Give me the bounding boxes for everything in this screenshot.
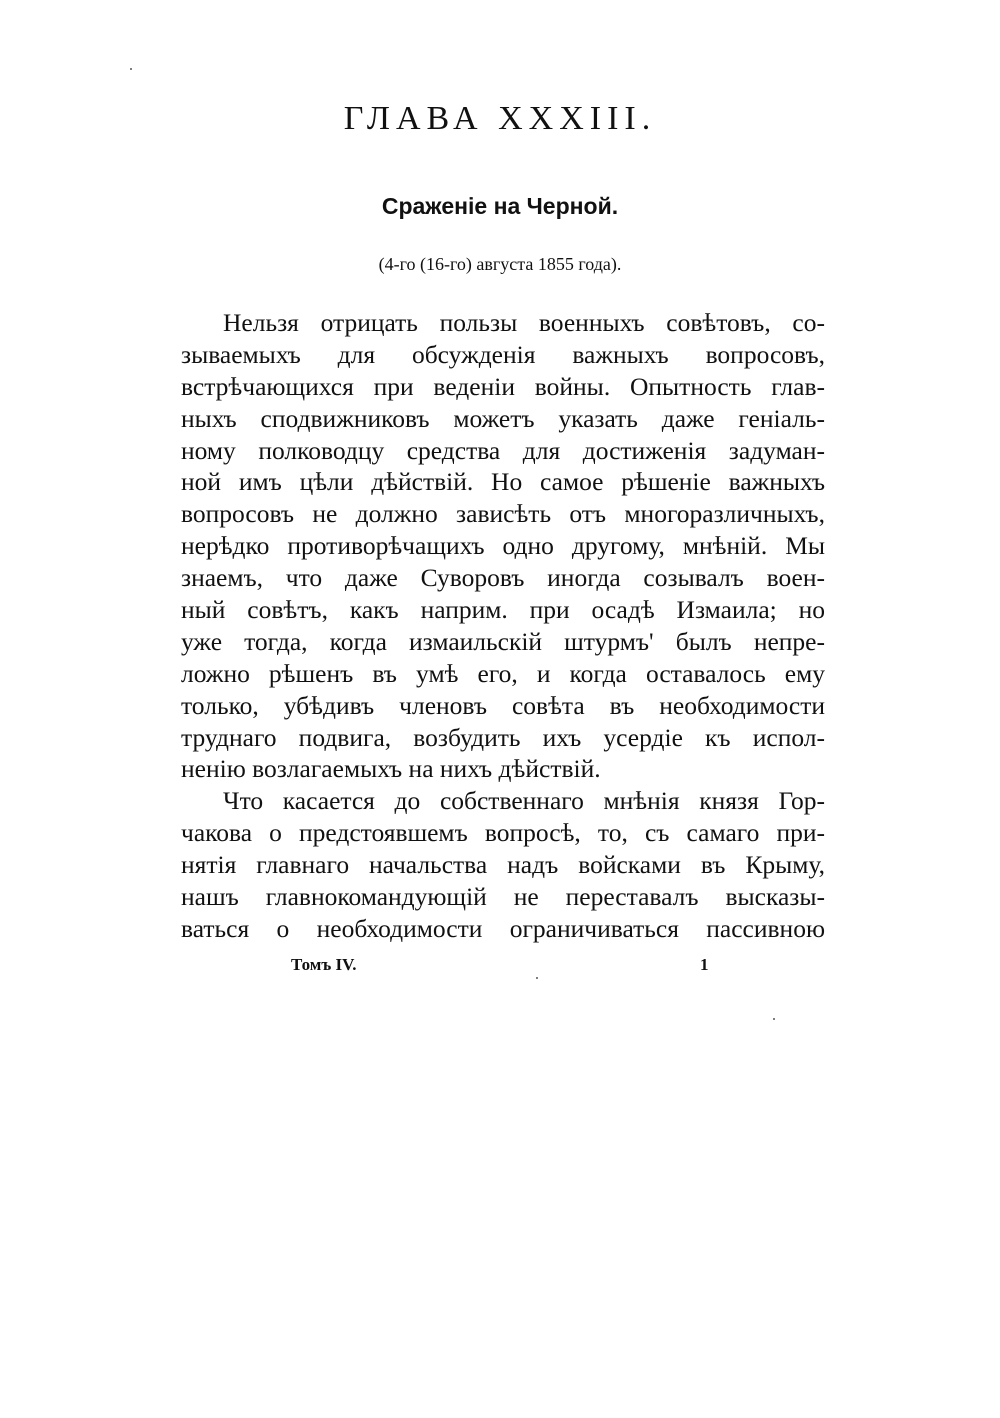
text-line: ваться о необходимости ограничиваться пассивною [181, 913, 825, 943]
text-line: нерѣдко противорѣчащихъ одно другому, мнѣній. Мы [181, 531, 825, 561]
body-text [181, 307, 825, 945]
chapter-title: ГЛАВА XXXIII. [343, 100, 657, 137]
volume-label: Томъ IV. [291, 955, 357, 974]
scan-speck [773, 1018, 775, 1020]
scan-speck [536, 977, 538, 979]
text-line: вопросовъ не должно зависѣть отъ многоразличныхъ, [181, 499, 825, 529]
text-line: нятія главнаго начальства надъ войсками въ Крыму, [181, 850, 825, 880]
text-line: ному полководцу средства для достиженія задуман- [181, 435, 825, 465]
text-line: труднаго подвига, возбудить ихъ усердіе къ испол- [181, 722, 825, 752]
scan-speck [130, 68, 132, 70]
page-number: 1 [700, 955, 709, 974]
text-line: ненію возлагаемыхъ на нихъ дѣйствій. [181, 754, 601, 784]
text-line: Что касается до собственнаго мнѣнія князя Гор- [223, 786, 825, 816]
section-title: Сраженіе на Черной. [381, 193, 619, 219]
text-line: только, убѣдивъ членовъ совѣта въ необходимости [181, 690, 825, 720]
text-line: ной имъ цѣли дѣйствій. Но самое рѣшеніе важныхъ [181, 467, 825, 497]
text-line: нашъ главнокомандующій не переставалъ высказы- [181, 882, 825, 912]
text-line: ный совѣтъ, какъ наприм. при осадѣ Измаила; но [181, 595, 825, 625]
text-line: встрѣчающихся при веденіи войны. Опытность глав- [181, 371, 825, 401]
text-line: Нельзя отрицать пользы военныхъ совѣтовъ, со- [223, 308, 825, 337]
section-date: (4-го (16-го) августа 1855 года). [378, 254, 622, 274]
text-line: чакова о предстоявшемъ вопросѣ, то, съ самаго при- [181, 818, 825, 848]
text-line: ныхъ сподвижниковъ можетъ указать даже геніаль- [181, 403, 825, 433]
text-line: зываемыхъ для обсужденія важныхъ вопросовъ, [181, 339, 825, 369]
page-footer [0, 955, 1000, 981]
text-line: знаемъ, что даже Суворовъ иногда созывалъ воен- [181, 563, 825, 593]
text-line: ложно рѣшенъ въ умѣ его, и когда оставалось ему [181, 658, 825, 688]
text-line: уже тогда, когда измаильскій штурмъ' былъ непре- [181, 626, 825, 656]
